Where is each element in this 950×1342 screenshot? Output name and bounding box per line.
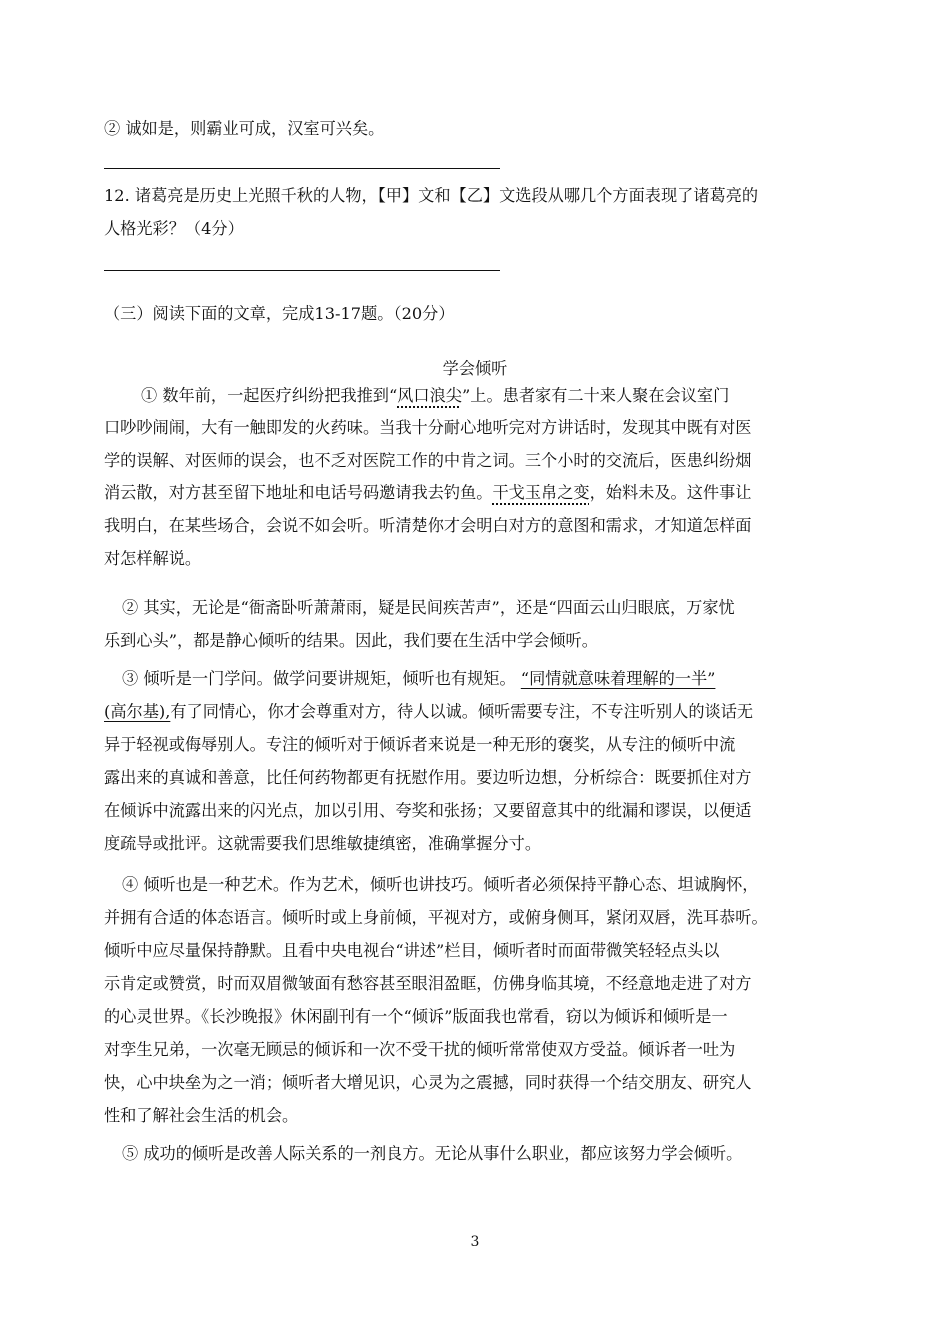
p4-line-2: 并拥有合适的体态语言。倾听时或上身前倾，平视对方，或俯身侧耳，紧闭双唇，洗耳恭听。	[104, 908, 768, 927]
p3-line-4: 露出来的真诚和善意，比任何药物都更有抚慰作用。要边听边想，分析综合：既要抓住对方	[104, 768, 752, 787]
q12-line-2: 人格光彩？（4分）	[104, 219, 244, 238]
p1-line-1	[141, 385, 729, 407]
p1-l4-text-b: ，始料未及。这件事让	[589, 483, 752, 502]
p4-line-5: 的心灵世界。《长沙晚报》休闲副刊有一个“倾诉”版面我也常看，窃以为倾诉和倾听是一	[104, 1007, 728, 1026]
p4-line-3: 倾听中应尽量保持静默。且看中央电视台“讲述”栏目，倾听者时而面带微笑轻轻点头以	[104, 941, 720, 960]
p1-text-a: ① 数年前，一起医疗纠纷把我推到“	[141, 386, 398, 405]
dotted-phrase: 风口浪尖	[397, 386, 462, 405]
p3-text-b: 有了同情心，你才会尊重对方，待人以诚。倾听需要专注，不专注听别人的谈话无	[170, 702, 754, 721]
p1-line-4	[104, 482, 752, 504]
p3-line-1	[122, 668, 715, 690]
p1-line-2: 口吵吵闹闹，大有一触即发的火药味。当我十分耐心地听完对方讲话时，发现其中既有对医	[104, 418, 752, 437]
p3-line-2	[104, 701, 753, 723]
q12-line-1: 12. 诸葛亮是历史上光照千秋的人物，【甲】文和【乙】文选段从哪几个方面表现了诸葛亮的	[104, 186, 759, 205]
answer-line-11	[104, 168, 500, 169]
p5-line-1: ⑤ 成功的倾听是改善人际关系的一剂良方。无论从事什么职业，都应该努力学会倾听。	[122, 1144, 743, 1163]
q11-item-2: ② 诚如是，则霸业可成，汉室可兴矣。	[104, 119, 385, 138]
p1-line-3: 学的误解、对医师的误会，也不乏对医院工作的中肯之词。三个小时的交流后，医患纠纷烟	[104, 451, 752, 470]
page-number: 3	[470, 1234, 480, 1250]
p1-line-6: 对怎样解说。	[104, 549, 202, 568]
p4-line-8: 性和了解社会生活的机会。	[104, 1106, 299, 1125]
underlined-quote: “同情就意味着理解的一半”	[520, 669, 716, 688]
answer-line-12	[104, 270, 500, 271]
p3-line-3: 异于轻视或侮辱别人。专注的倾听对于倾诉者来说是一种无形的褒奖，从专注的倾听中流	[104, 735, 736, 754]
underlined-source: (高尔基),	[104, 702, 171, 721]
p2-line-2: 乐到心头”，都是静心倾听的结果。因此，我们要在生活中学会倾听。	[104, 631, 598, 650]
p3-line-6: 度疏导或批评。这就需要我们思维敏捷缜密，准确掌握分寸。	[104, 834, 542, 853]
p4-line-7: 快，心中块垒为之一消；倾听者大增见识，心灵为之震撼，同时获得一个结交朋友、研究人	[104, 1073, 752, 1092]
p2-line-1: ② 其实，无论是“衙斋卧听萧萧雨，疑是民间疾苦声”，还是“四面云山归眼底，万家忧	[122, 598, 735, 617]
p4-line-1: ④ 倾听也是一种艺术。作为艺术，倾听也讲技巧。倾听者必须保持平静心态、坦诚胸怀，	[122, 875, 759, 894]
p3-line-5: 在倾诉中流露出来的闪光点，加以引用、夸奖和张扬；又要留意其中的纰漏和谬误，以便适	[104, 801, 752, 820]
dotted-phrase: 干戈玉帛之变	[492, 483, 590, 502]
article-title: 学会倾听	[442, 359, 508, 378]
p1-l4-text-a: 消云散，对方甚至留下地址和电话号码邀请我去钓鱼。	[104, 483, 493, 502]
p4-line-4: 示肯定或赞赏，时而双眉微皱面有愁容甚至眼泪盈眶，仿佛身临其境，不经意地走进了对方	[104, 974, 752, 993]
p1-text-b: ”上。患者家有二十来人聚在会议室门	[461, 386, 730, 405]
p4-line-6: 对孪生兄弟，一次毫无顾忌的倾诉和一次不受干扰的倾听常常使双方受益。倾诉者一吐为	[104, 1040, 736, 1059]
p1-line-5: 我明白，在某些场合，会说不如会听。听清楚你才会明白对方的意图和需求，才知道怎样面	[104, 516, 752, 535]
section-3-heading: （三）阅读下面的文章，完成13-17题。（20分）	[104, 304, 455, 323]
p3-text-a: ③ 倾听是一门学问。做学问要讲规矩，倾听也有规矩。	[122, 669, 521, 688]
